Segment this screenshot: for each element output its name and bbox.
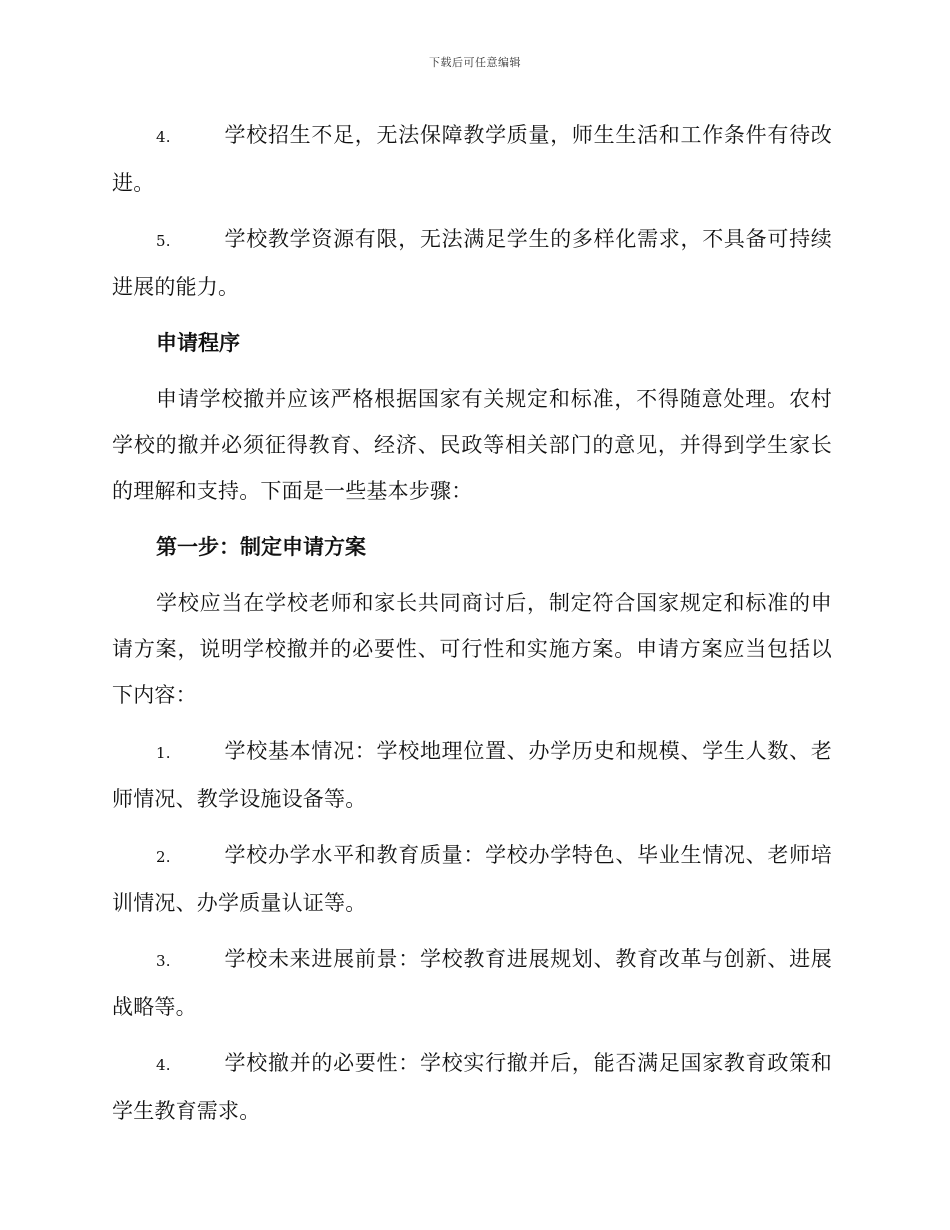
paragraph: 学校应当在学校老师和家长共同商讨后，制定符合国家规定和标准的申请方案，说明学校撤并的必要性、可行性和实施方案。申请方案应当包括以下内容： bbox=[112, 591, 832, 707]
list-item bbox=[112, 216, 832, 310]
list-number: 4. bbox=[156, 1056, 171, 1074]
list-text: 学校未来进展前景：学校教育进展规划、教育改革与创新、进展战略等。 bbox=[112, 947, 832, 1019]
section-heading: 申请程序 bbox=[156, 331, 240, 355]
list-number: 1. bbox=[156, 744, 171, 762]
paragraph: 申请学校撤并应该严格根据国家有关规定和标准，不得随意处理。农村学校的撤并必须征得教育、经济、民政等相关部门的意见，并得到学生家长的理解和支持。下面是一些基本步骤： bbox=[112, 387, 832, 503]
list-item bbox=[112, 832, 832, 926]
list-item bbox=[112, 936, 832, 1030]
list-item bbox=[112, 1040, 832, 1134]
page-header: 下载后可任意编辑 bbox=[429, 56, 521, 69]
list-text: 学校招生不足，无法保障教学质量，师生生活和工作条件有待改进。 bbox=[112, 123, 832, 195]
list-text: 学校教学资源有限，无法满足学生的多样化需求，不具备可持续进展的能力。 bbox=[112, 227, 832, 299]
list-number: 2. bbox=[156, 848, 171, 866]
document-body bbox=[112, 112, 832, 1144]
list-number: 4. bbox=[156, 128, 171, 146]
list-number: 3. bbox=[156, 952, 171, 970]
list-number: 5. bbox=[156, 232, 171, 250]
list-item bbox=[112, 728, 832, 822]
list-item bbox=[112, 112, 832, 206]
list-text: 学校基本情况：学校地理位置、办学历史和规模、学生人数、老师情况、教学设施设备等。 bbox=[112, 739, 832, 811]
list-text: 学校撤并的必要性：学校实行撤并后，能否满足国家教育政策和学生教育需求。 bbox=[112, 1051, 832, 1123]
section-heading: 第一步：制定申请方案 bbox=[156, 535, 366, 559]
list-text: 学校办学水平和教育质量：学校办学特色、毕业生情况、老师培训情况、办学质量认证等。 bbox=[112, 843, 832, 915]
